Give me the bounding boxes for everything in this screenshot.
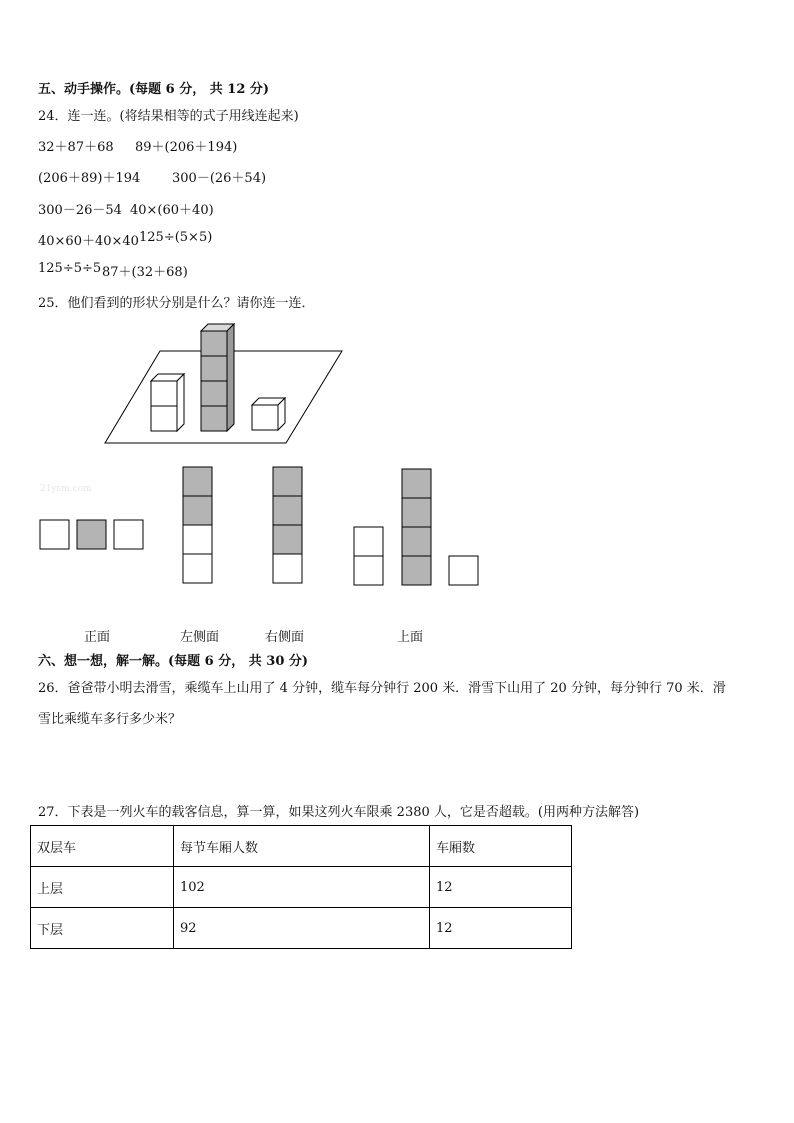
section-6-title: 六、想一想，解一解。(每题 6 分， 共 30 分) [38, 654, 309, 669]
q24-right-expr-5: 87＋(32＋68) [102, 265, 188, 280]
q24-right-expr-3: 40×(60＋40) [130, 203, 214, 218]
q24-left-expr-3: 300－26－54 [38, 203, 122, 218]
view-option-2 [183, 467, 212, 583]
train-table [30, 825, 572, 949]
table-header-cell: 双层车 [31, 826, 174, 867]
table-cell: 12 [430, 908, 572, 949]
table-cell: 下层 [31, 908, 174, 949]
table-row [31, 867, 572, 908]
view-option-4 [354, 469, 478, 585]
label-left-side: 左侧面 [180, 630, 220, 645]
question-24-prompt: 24．连一连。(将结果相等的式子用线连起来) [38, 109, 299, 124]
q24-right-expr-1: 89＋(206＋194) [135, 140, 238, 155]
table-cell: 12 [430, 867, 572, 908]
q24-left-expr-5: 125÷5÷5 [38, 261, 102, 276]
q24-left-expr-2: (206＋89)＋194 [38, 171, 141, 186]
q24-left-expr-1: 32＋87＋68 [38, 140, 114, 155]
label-front: 正面 [84, 630, 111, 645]
q24-right-expr-4: 125÷(5×5) [139, 230, 213, 245]
q24-left-expr-4: 40×60＋40×40 [38, 234, 139, 249]
view-option-3 [273, 467, 302, 583]
table-row [31, 908, 572, 949]
question-26-line-2: 雪比乘缆车多行多少米？ [38, 712, 182, 727]
q24-right-expr-2: 300－(26＋54) [172, 171, 267, 186]
section-5-title: 五、动手操作。(每题 6 分， 共 12 分) [38, 82, 270, 97]
cube-stack-4 [201, 324, 234, 431]
cube-single [252, 398, 285, 430]
watermark: 21ysm.com [40, 484, 92, 494]
label-top: 上面 [397, 630, 424, 645]
table-cell: 上层 [31, 867, 174, 908]
question-25-prompt: 25．他们看到的形状分别是什么？请你连一连． [38, 296, 315, 311]
table-header-cell: 车厢数 [430, 826, 572, 867]
table-cell: 92 [174, 908, 430, 949]
label-right-side: 右侧面 [265, 630, 305, 645]
question-27-prompt: 27．下表是一列火车的载客信息，算一算，如果这列火车限乘 2380 人，它是否超载。(用两种方法解答) [38, 805, 640, 820]
view-option-1 [40, 520, 143, 549]
question-26-line-1: 26．爸爸带小明去滑雪，乘缆车上山用了 4 分钟，缆车每分钟行 200 米．滑雪下山用了 20 分钟，每分钟行 70 米．滑 [38, 681, 726, 696]
table-cell: 102 [174, 867, 430, 908]
table-header-cell: 每节车厢人数 [174, 826, 430, 867]
cube-stack-2 [151, 374, 184, 431]
table-header-row [31, 826, 572, 867]
